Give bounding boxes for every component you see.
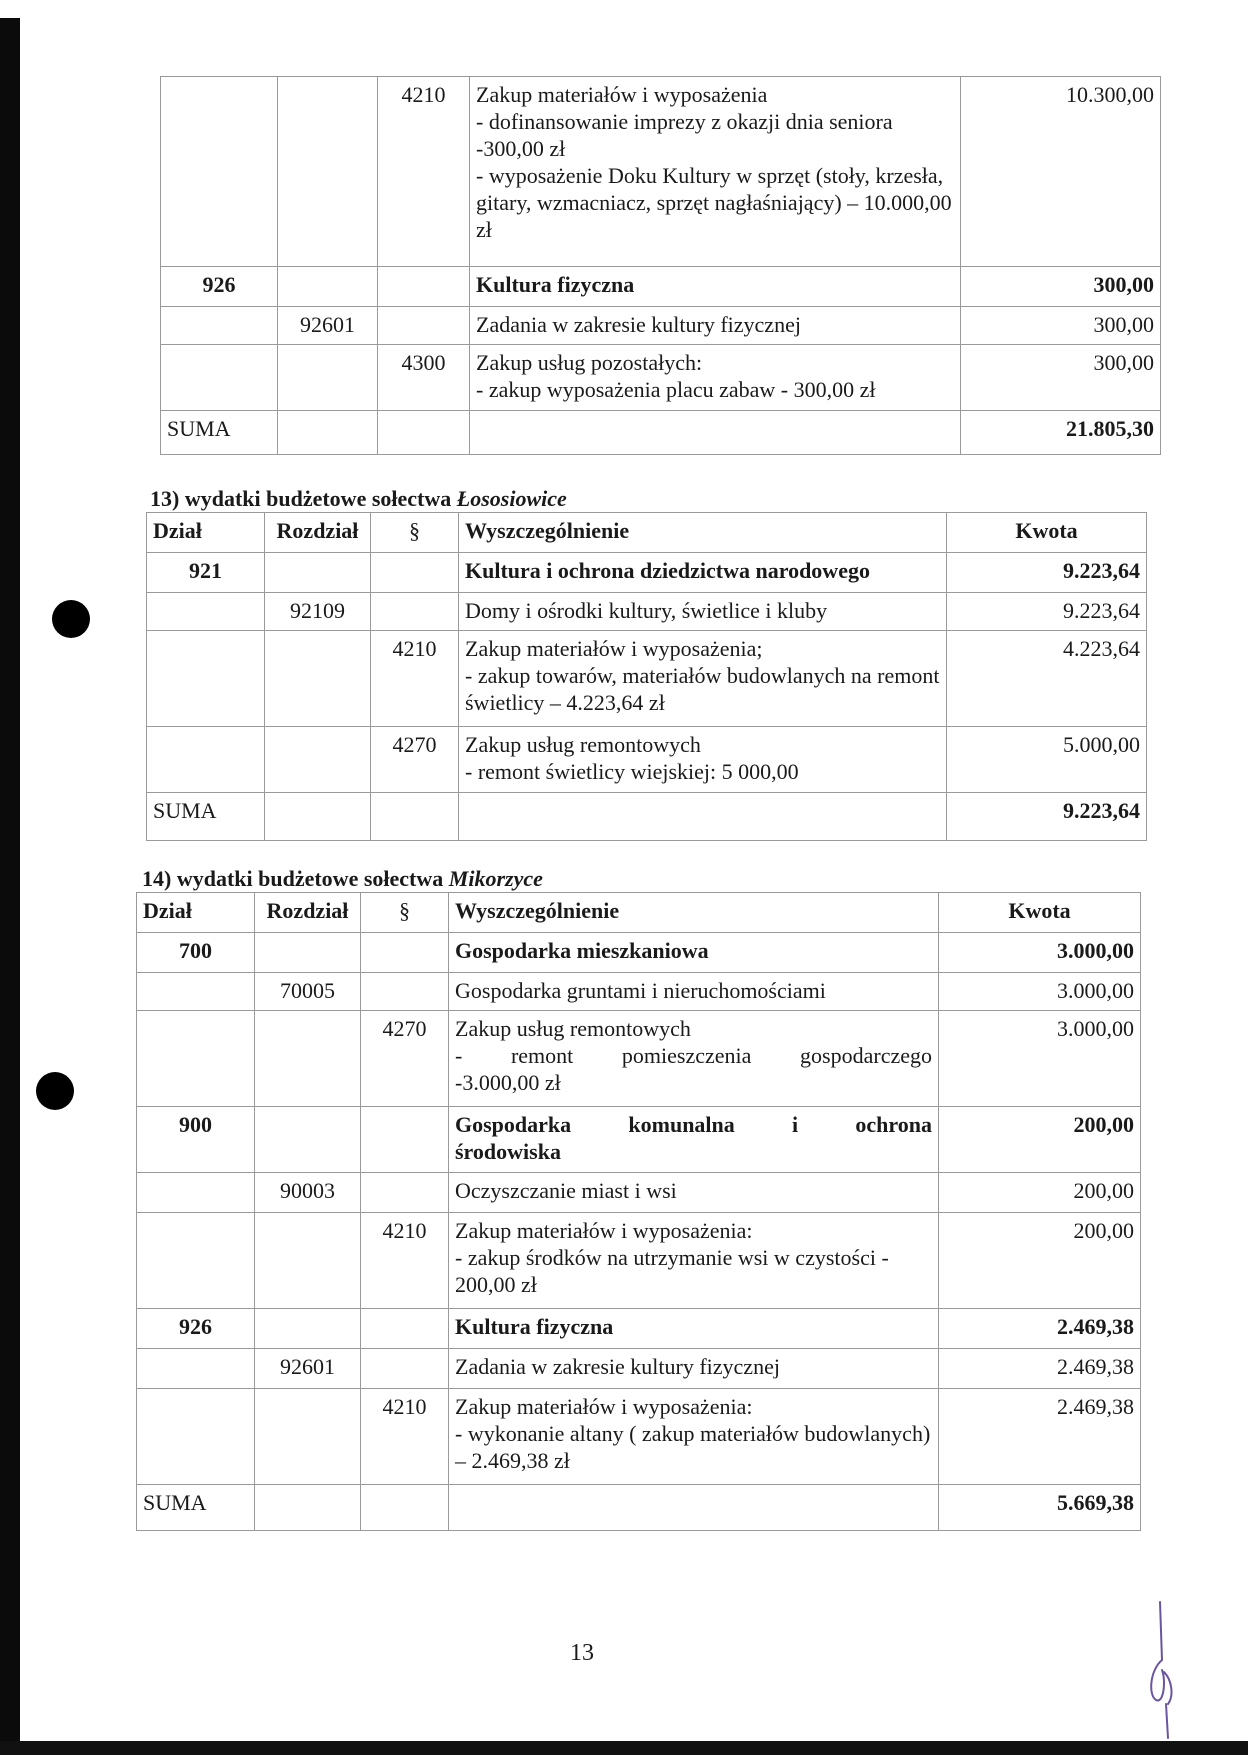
kwota-cell: 2.469,38 bbox=[939, 1349, 1141, 1389]
table-row bbox=[147, 593, 1147, 631]
paragraf-cell bbox=[361, 1309, 449, 1349]
dzial-cell bbox=[137, 1389, 255, 1485]
kwota-cell: 200,00 bbox=[939, 1173, 1141, 1213]
kwota-cell: 4.223,64 bbox=[947, 631, 1147, 727]
description-cell bbox=[449, 1213, 939, 1309]
table-row bbox=[147, 727, 1147, 793]
rozdzial-cell: 92601 bbox=[278, 307, 378, 345]
empty-cell bbox=[255, 1485, 361, 1531]
rozdzial-cell: 92109 bbox=[265, 593, 371, 631]
paragraf-cell: 4270 bbox=[361, 1011, 449, 1107]
header-dzial: Dział bbox=[137, 893, 255, 933]
table-row bbox=[161, 267, 1161, 307]
kwota-cell: 9.223,64 bbox=[947, 593, 1147, 631]
signature-mark bbox=[1130, 1600, 1190, 1740]
description-cell bbox=[449, 1107, 939, 1173]
desc-line: Gospodarka komunalna i ochrona bbox=[455, 1112, 932, 1137]
table-row bbox=[137, 1173, 1141, 1213]
scan-edge-left bbox=[0, 18, 20, 1755]
paragraf-cell bbox=[371, 593, 459, 631]
desc-line: Zakup usług pozostałych: bbox=[476, 350, 703, 375]
header-kwota: Kwota bbox=[947, 513, 1147, 553]
desc-line: Zakup materiałów i wyposażenia: bbox=[455, 1218, 753, 1243]
table-row bbox=[137, 1107, 1141, 1173]
kwota-cell: 300,00 bbox=[961, 345, 1161, 411]
dzial-cell bbox=[137, 1011, 255, 1107]
desc-line: - zakup środków na utrzymanie wsi w czystości - 200,00 zł bbox=[455, 1245, 889, 1297]
scan-edge-bottom bbox=[0, 1741, 1248, 1755]
kwota-cell: 3.000,00 bbox=[939, 933, 1141, 973]
rozdzial-cell bbox=[265, 727, 371, 793]
dzial-cell: 700 bbox=[137, 933, 255, 973]
kwota-cell: 3.000,00 bbox=[939, 973, 1141, 1011]
empty-cell bbox=[265, 793, 371, 841]
header-row bbox=[147, 513, 1147, 553]
dzial-cell: 926 bbox=[161, 267, 278, 307]
table-row bbox=[137, 933, 1141, 973]
paragraf-cell bbox=[378, 267, 470, 307]
header-rozdzial: Rozdział bbox=[265, 513, 371, 553]
empty-cell bbox=[371, 793, 459, 841]
punch-hole-bottom bbox=[36, 1072, 74, 1110]
paragraf-cell bbox=[371, 553, 459, 593]
paragraf-cell bbox=[361, 1349, 449, 1389]
desc-line: Zakup materiałów i wyposażenia; bbox=[465, 636, 763, 661]
dzial-cell bbox=[161, 307, 278, 345]
table-row bbox=[147, 553, 1147, 593]
paragraf-cell: 4210 bbox=[361, 1213, 449, 1309]
kwota-cell: 200,00 bbox=[939, 1213, 1141, 1309]
kwota-cell: 3.000,00 bbox=[939, 1011, 1141, 1107]
header-wyszczegolnienie: Wyszczególnienie bbox=[459, 513, 947, 553]
paragraf-cell: 4210 bbox=[378, 77, 470, 267]
description-cell: Gospodarka gruntami i nieruchomościami bbox=[449, 973, 939, 1011]
suma-row bbox=[147, 793, 1147, 841]
paragraf-cell bbox=[361, 1173, 449, 1213]
section-title-prefix: 14) wydatki budżetowe sołectwa bbox=[142, 866, 449, 891]
header-wyszczegolnienie: Wyszczególnienie bbox=[449, 893, 939, 933]
dzial-cell: 921 bbox=[147, 553, 265, 593]
desc-line: Zakup materiałów i wyposażenia bbox=[476, 82, 768, 107]
header-row bbox=[137, 893, 1141, 933]
rozdzial-cell: 92601 bbox=[255, 1349, 361, 1389]
section-title-name: Mikorzyce bbox=[448, 866, 543, 891]
paragraf-cell bbox=[361, 1107, 449, 1173]
dzial-cell bbox=[137, 1213, 255, 1309]
rozdzial-cell bbox=[255, 1011, 361, 1107]
description-cell bbox=[459, 727, 947, 793]
desc-line: - remont pomieszczenia gospodarczego bbox=[455, 1043, 932, 1068]
table-row bbox=[161, 307, 1161, 345]
desc-line: - zakup towarów, materiałów budowlanych na remont świetlicy – 4.223,64 zł bbox=[465, 663, 940, 715]
header-paragraf: § bbox=[361, 893, 449, 933]
rozdzial-cell bbox=[255, 1107, 361, 1173]
dzial-cell: 926 bbox=[137, 1309, 255, 1349]
desc-line: Zakup materiałów i wyposażenia: bbox=[455, 1394, 753, 1419]
rozdzial-cell bbox=[255, 1389, 361, 1485]
kwota-cell: 5.000,00 bbox=[947, 727, 1147, 793]
paragraf-cell: 4300 bbox=[378, 345, 470, 411]
suma-label: SUMA bbox=[137, 1485, 255, 1531]
table-row bbox=[137, 1309, 1141, 1349]
description-cell bbox=[470, 77, 961, 267]
paragraf-cell: 4210 bbox=[361, 1389, 449, 1485]
rozdzial-cell bbox=[265, 631, 371, 727]
description-cell: Oczyszczanie miast i wsi bbox=[449, 1173, 939, 1213]
rozdzial-cell bbox=[255, 933, 361, 973]
table-row bbox=[137, 1011, 1141, 1107]
paragraf-cell bbox=[361, 973, 449, 1011]
table-continuation bbox=[160, 76, 1161, 455]
header-rozdzial: Rozdział bbox=[255, 893, 361, 933]
desc-line: Zakup usług remontowych bbox=[465, 732, 701, 757]
table-section-13 bbox=[146, 512, 1147, 841]
table-row bbox=[161, 345, 1161, 411]
punch-hole-top bbox=[52, 600, 90, 638]
desc-line: -3.000,00 zł bbox=[455, 1070, 561, 1095]
desc-line: Zakup usług remontowych bbox=[455, 1016, 691, 1041]
description-cell bbox=[449, 1011, 939, 1107]
paragraf-cell bbox=[378, 307, 470, 345]
kwota-cell: 300,00 bbox=[961, 267, 1161, 307]
empty-cell bbox=[378, 411, 470, 455]
dzial-cell bbox=[137, 973, 255, 1011]
table-row bbox=[137, 1213, 1141, 1309]
dzial-cell bbox=[161, 77, 278, 267]
dzial-cell bbox=[137, 1173, 255, 1213]
empty-cell bbox=[459, 793, 947, 841]
dzial-cell bbox=[147, 727, 265, 793]
desc-line: - wyposażenie Doku Kultury w sprzęt (stoły, krzesła, gitary, wzmacniacz, sprzęt nagłaśniający) – 10.000,00 zł bbox=[476, 163, 952, 242]
desc-line: - dofinansowanie imprezy z okazji dnia seniora -300,00 zł bbox=[476, 109, 893, 161]
dzial-cell: 900 bbox=[137, 1107, 255, 1173]
suma-value: 5.669,38 bbox=[939, 1485, 1141, 1531]
suma-label: SUMA bbox=[161, 411, 278, 455]
suma-value: 9.223,64 bbox=[947, 793, 1147, 841]
desc-line: środowiska bbox=[455, 1139, 561, 1164]
suma-label: SUMA bbox=[147, 793, 265, 841]
section-title-prefix: 13) wydatki budżetowe sołectwa bbox=[150, 486, 457, 511]
rozdzial-cell bbox=[278, 267, 378, 307]
header-dzial: Dział bbox=[147, 513, 265, 553]
description-cell: Kultura fizyczna bbox=[470, 267, 961, 307]
description-cell bbox=[449, 1389, 939, 1485]
header-paragraf: § bbox=[371, 513, 459, 553]
paragraf-cell bbox=[361, 933, 449, 973]
rozdzial-cell: 70005 bbox=[255, 973, 361, 1011]
rozdzial-cell bbox=[255, 1213, 361, 1309]
desc-line: - remont świetlicy wiejskiej: 5 000,00 bbox=[465, 759, 799, 784]
kwota-cell: 200,00 bbox=[939, 1107, 1141, 1173]
dzial-cell bbox=[137, 1349, 255, 1389]
rozdzial-cell bbox=[278, 345, 378, 411]
kwota-cell: 2.469,38 bbox=[939, 1389, 1141, 1485]
description-cell: Zadania w zakresie kultury fizycznej bbox=[470, 307, 961, 345]
description-cell: Kultura fizyczna bbox=[449, 1309, 939, 1349]
kwota-cell: 10.300,00 bbox=[961, 77, 1161, 267]
paragraf-cell: 4270 bbox=[371, 727, 459, 793]
desc-line: - wykonanie altany ( zakup materiałów budowlanych) – 2.469,38 zł bbox=[455, 1421, 931, 1473]
rozdzial-cell bbox=[278, 77, 378, 267]
empty-cell bbox=[278, 411, 378, 455]
paragraf-cell: 4210 bbox=[371, 631, 459, 727]
empty-cell bbox=[361, 1485, 449, 1531]
description-cell: Domy i ośrodki kultury, świetlice i kluby bbox=[459, 593, 947, 631]
table-row bbox=[137, 1349, 1141, 1389]
dzial-cell bbox=[147, 631, 265, 727]
kwota-cell: 2.469,38 bbox=[939, 1309, 1141, 1349]
description-cell bbox=[459, 631, 947, 727]
dzial-cell bbox=[147, 593, 265, 631]
table-section-14 bbox=[136, 892, 1141, 1531]
table-row bbox=[137, 973, 1141, 1011]
table-row bbox=[137, 1389, 1141, 1485]
table-row bbox=[147, 631, 1147, 727]
kwota-cell: 9.223,64 bbox=[947, 553, 1147, 593]
rozdzial-cell bbox=[265, 553, 371, 593]
dzial-cell bbox=[161, 345, 278, 411]
desc-line: - zakup wyposażenia placu zabaw - 300,00 zł bbox=[476, 377, 876, 402]
section-13-title bbox=[150, 486, 567, 512]
rozdzial-cell: 90003 bbox=[255, 1173, 361, 1213]
suma-row bbox=[137, 1485, 1141, 1531]
kwota-cell: 300,00 bbox=[961, 307, 1161, 345]
description-cell: Gospodarka mieszkaniowa bbox=[449, 933, 939, 973]
header-kwota: Kwota bbox=[939, 893, 1141, 933]
description-cell bbox=[470, 345, 961, 411]
suma-row bbox=[161, 411, 1161, 455]
description-cell: Zadania w zakresie kultury fizycznej bbox=[449, 1349, 939, 1389]
page-number: 13 bbox=[570, 1640, 594, 1666]
rozdzial-cell bbox=[255, 1309, 361, 1349]
empty-cell bbox=[449, 1485, 939, 1531]
suma-value: 21.805,30 bbox=[961, 411, 1161, 455]
section-title-name: Łososiowice bbox=[456, 486, 567, 511]
description-cell: Kultura i ochrona dziedzictwa narodowego bbox=[459, 553, 947, 593]
table-row bbox=[161, 77, 1161, 267]
empty-cell bbox=[470, 411, 961, 455]
section-14-title bbox=[142, 866, 543, 892]
